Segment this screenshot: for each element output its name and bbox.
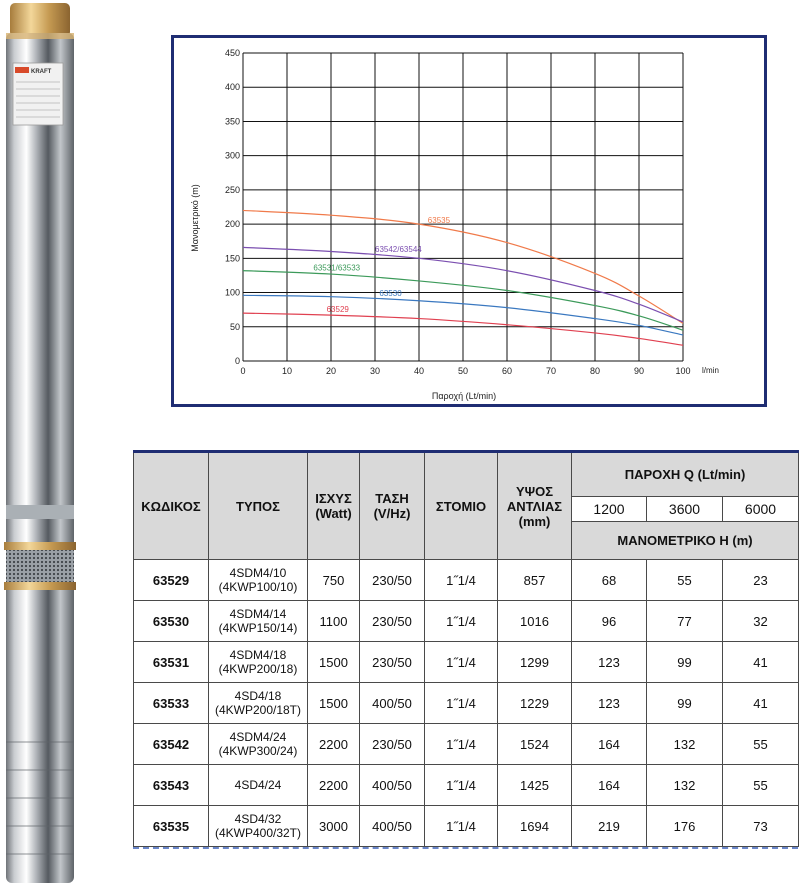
table-row (134, 765, 799, 806)
cell-head: 123 (572, 642, 647, 683)
header-outlet: ΣΤΟΜΙΟ (425, 452, 498, 560)
cell-head: 219 (572, 806, 647, 847)
x-axis-label: Παροχή (Lt/min) (431, 391, 497, 401)
y-tick-label: 350 (224, 116, 240, 127)
cell-type (209, 642, 308, 683)
x-tick-label: 80 (589, 366, 601, 376)
cell-height: 1229 (498, 683, 572, 724)
cell-voltage: 400/50 (360, 806, 425, 847)
pump-intake-mesh (6, 550, 74, 582)
cell-code: 63542 (134, 724, 209, 765)
cell-head: 41 (723, 642, 799, 683)
cell-head: 73 (723, 806, 799, 847)
cell-type (209, 560, 308, 601)
cell-outlet: 1˝1/4 (425, 724, 498, 765)
table-row (134, 724, 799, 765)
cell-type (209, 806, 308, 847)
cell-type-line: 4SDM4/14 (229, 607, 287, 621)
cell-type-line: (4KWP200/18T) (214, 703, 302, 717)
cell-outlet: 1˝1/4 (425, 601, 498, 642)
cell-head: 32 (723, 601, 799, 642)
cell-type-line: 4SD4/18 (234, 689, 282, 703)
cell-head: 55 (723, 765, 799, 806)
header-head: ΜΑΝΟΜΕΤΡΙΚΟ H (m) (572, 522, 799, 560)
cell-head: 123 (572, 683, 647, 724)
table-row (134, 642, 799, 683)
cell-power: 2200 (308, 765, 360, 806)
series-label: 63529 (326, 305, 349, 315)
cell-outlet: 1˝1/4 (425, 560, 498, 601)
table-row (134, 601, 799, 642)
y-tick-label: 300 (224, 150, 240, 161)
series-label: 63530 (379, 288, 402, 298)
cell-head: 77 (647, 601, 723, 642)
x-tick-label: 30 (369, 366, 381, 376)
x-tick-label: 50 (457, 366, 469, 376)
header-height: ΥΨΟΣ ΑΝΤΛΙΑΣ (mm) (498, 452, 572, 560)
y-axis-label: Μανομετρικό (m) (190, 184, 200, 252)
cell-head: 99 (647, 683, 723, 724)
cell-head: 99 (647, 642, 723, 683)
x-tick-label: 20 (325, 366, 337, 376)
series-label: 63531/63533 (313, 263, 361, 273)
cell-power: 1500 (308, 683, 360, 724)
cell-code: 63529 (134, 560, 209, 601)
cell-head: 132 (647, 724, 723, 765)
cell-voltage: 400/50 (360, 765, 425, 806)
x-tick-label: 70 (545, 366, 557, 376)
header-code: ΚΩΔΙΚΟΣ (134, 452, 209, 560)
x-tick-label: 100 (675, 366, 691, 376)
cell-code: 63543 (134, 765, 209, 806)
cell-voltage: 230/50 (360, 601, 425, 642)
cell-outlet: 1˝1/4 (425, 765, 498, 806)
cell-type (209, 724, 308, 765)
cell-head: 176 (647, 806, 723, 847)
cell-height: 1425 (498, 765, 572, 806)
header-power: ΙΣΧΥΣ (Watt) (308, 452, 360, 560)
cell-height: 1694 (498, 806, 572, 847)
cell-outlet: 1˝1/4 (425, 806, 498, 847)
cell-head: 132 (647, 765, 723, 806)
cell-head: 23 (723, 560, 799, 601)
cell-head: 96 (572, 601, 647, 642)
flow-value-1: 1200 (572, 497, 647, 522)
pump-brass-ring-upper (4, 542, 76, 550)
spec-table (133, 450, 799, 847)
cell-type-line: (4KWP300/24) (218, 744, 298, 758)
cell-head: 164 (572, 765, 647, 806)
header-flow: ΠΑΡΟΧΗ Q (Lt/min) (572, 452, 799, 497)
y-tick-label: 400 (224, 82, 240, 93)
cell-type (209, 683, 308, 724)
cell-outlet: 1˝1/4 (425, 642, 498, 683)
cell-head: 55 (723, 724, 799, 765)
table-row (134, 683, 799, 724)
cell-type-line: 4SDM4/10 (229, 566, 287, 580)
table-row (134, 560, 799, 601)
cell-voltage: 230/50 (360, 724, 425, 765)
cell-type (209, 765, 308, 806)
cell-code: 63531 (134, 642, 209, 683)
cell-code: 63530 (134, 601, 209, 642)
series-label: 63542/63544 (375, 244, 422, 254)
cell-height: 1016 (498, 601, 572, 642)
x-tick-label: 90 (633, 366, 645, 376)
header-type: ΤΥΠΟΣ (209, 452, 308, 560)
y-tick-label: 50 (229, 321, 240, 332)
pump-body (6, 33, 74, 883)
table-dashed-underline (133, 847, 798, 849)
cell-type-line: (4KWP150/14) (218, 621, 298, 635)
cell-type (209, 601, 308, 642)
cell-outlet: 1˝1/4 (425, 683, 498, 724)
cell-head: 68 (572, 560, 647, 601)
y-tick-label: 100 (224, 287, 240, 298)
cell-voltage: 230/50 (360, 560, 425, 601)
y-tick-label: 450 (224, 48, 240, 58)
header-voltage: ΤΑΣΗ (V/Hz) (360, 452, 425, 560)
cell-type-line: 4SD4/24 (234, 778, 282, 792)
flow-value-2: 3600 (647, 497, 723, 522)
cell-height: 1299 (498, 642, 572, 683)
cell-type-line: (4KWP100/10) (218, 580, 298, 594)
chart-canvas (174, 38, 764, 404)
y-tick-label: 200 (224, 219, 240, 230)
x-axis-unit: l/min (702, 366, 719, 375)
cell-code: 63533 (134, 683, 209, 724)
x-tick-label: 10 (281, 366, 293, 376)
table-row (134, 806, 799, 847)
cell-type-line: (4KWP200/18) (218, 662, 298, 676)
cell-type-line: (4KWP400/32T) (214, 826, 302, 840)
y-tick-label: 150 (224, 253, 240, 264)
y-tick-label: 0 (234, 356, 240, 366)
series-label: 63535 (427, 215, 451, 225)
cell-type-line: 4SDM4/24 (229, 730, 287, 744)
cell-type-line: 4SD4/32 (234, 812, 282, 826)
cell-height: 1524 (498, 724, 572, 765)
cell-height: 857 (498, 560, 572, 601)
cell-head: 164 (572, 724, 647, 765)
x-tick-label: 40 (413, 366, 425, 376)
cell-head: 41 (723, 683, 799, 724)
cell-voltage: 230/50 (360, 642, 425, 683)
cell-voltage: 400/50 (360, 683, 425, 724)
cell-power: 1500 (308, 642, 360, 683)
cell-power: 750 (308, 560, 360, 601)
y-tick-label: 250 (224, 184, 240, 195)
cell-type-line: 4SDM4/18 (229, 648, 287, 662)
cell-code: 63535 (134, 806, 209, 847)
pump-outlet-cap (10, 3, 70, 37)
cell-power: 3000 (308, 806, 360, 847)
x-tick-label: 60 (501, 366, 513, 376)
cell-head: 55 (647, 560, 723, 601)
cell-power: 2200 (308, 724, 360, 765)
cell-power: 1100 (308, 601, 360, 642)
pump-brass-ring-lower (4, 582, 76, 590)
x-tick-label: 0 (240, 366, 246, 376)
pump-image (0, 0, 90, 895)
performance-chart (171, 35, 767, 407)
pump-brand-text: KRAFT (31, 69, 52, 75)
flow-value-3: 6000 (723, 497, 799, 522)
